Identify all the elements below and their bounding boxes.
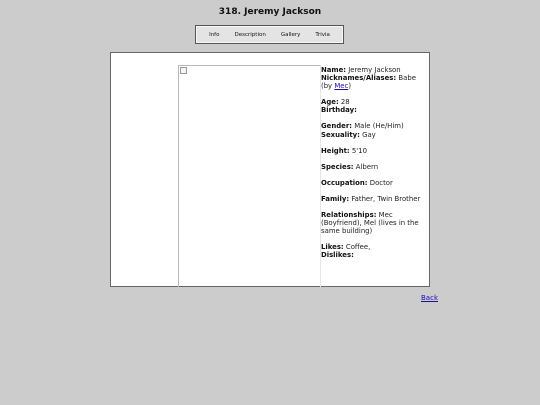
name-row [321,66,426,74]
profile-image [178,65,321,287]
dislikes-row [321,251,426,259]
age-row [321,98,426,106]
likes-value: Coffee, [345,243,371,252]
occupation-label: Occupation: [321,178,368,187]
gender-value: Male (He/Him) [354,122,404,131]
nicknames-row [321,74,426,90]
gender-row [321,122,426,130]
age-value: 28 [340,98,350,107]
name-value: Jeremy Jackson [348,66,401,74]
broken-image-icon [180,67,187,74]
relationships-row [321,211,426,235]
dislikes-label: Dislikes: [321,251,354,260]
nicknames-label: Nicknames/Aliases: [321,74,397,83]
species-label: Species: [321,162,354,171]
family-label: Family: [321,194,350,203]
age-label: Age: [321,98,339,107]
sexuality-value: Gay [362,130,376,139]
nav-item-info[interactable]: Info [209,31,220,38]
likes-row [321,243,426,251]
nicknames-value: Babe (by [321,74,416,91]
relationships-value: Mec (Boyfriend), Mel (lives in the same building) [321,211,419,236]
back-link[interactable]: Back [421,294,438,302]
family-row [321,195,426,203]
birthday-label: Birthday: [321,106,357,115]
sexuality-row [321,131,426,139]
nav-item-description[interactable]: Description [234,31,266,38]
species-value: Albern [355,162,379,171]
nav-bar [195,25,344,44]
relationships-label: Relationships: [321,211,377,220]
mec-link[interactable]: Mec [334,82,349,91]
profile-card [110,52,430,287]
profile-info [321,66,426,260]
sexuality-label: Sexuality: [321,130,360,139]
height-row [321,147,426,155]
height-value: 5'10 [351,146,367,155]
gender-label: Gender: [321,122,352,131]
name-label: Name: [321,66,347,74]
birthday-row [321,106,426,114]
height-label: Height: [321,146,350,155]
species-row [321,163,426,171]
likes-label: Likes: [321,243,344,252]
family-value: Father, Twin Brother [351,194,421,203]
page-title: 318. Jeremy Jackson [218,7,322,17]
nav-item-trivia[interactable]: Trivia [315,31,330,38]
nav-item-gallery[interactable]: Gallery [280,31,301,38]
occupation-row [321,179,426,187]
nicknames-suffix: ) [348,82,352,91]
occupation-value: Doctor [369,178,393,187]
